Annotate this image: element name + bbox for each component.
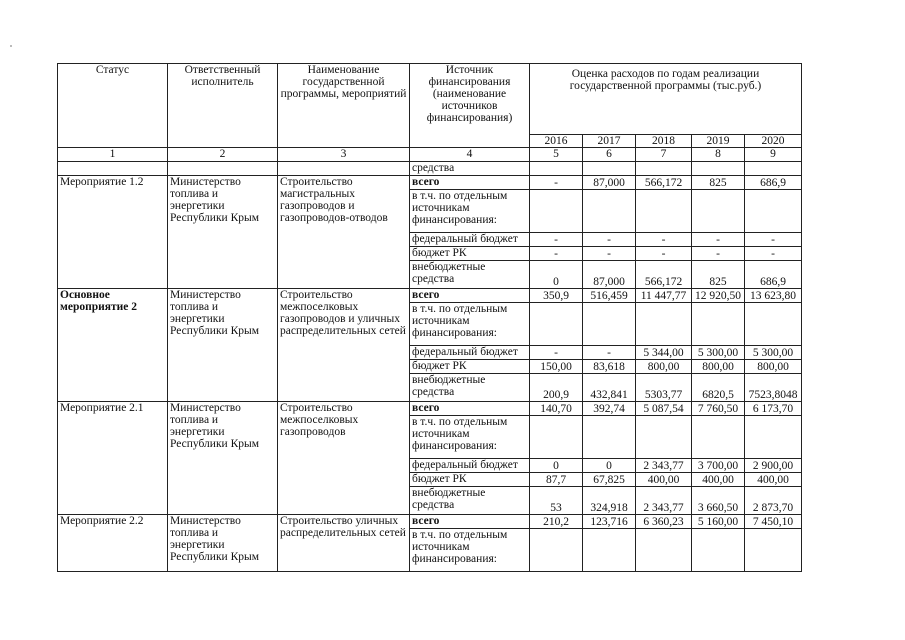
value-cell: 2 343,77 <box>636 459 692 473</box>
value-cell: 686,9 <box>745 176 802 190</box>
source-incl: в т.ч. по отдельным источникам финансирования: <box>410 303 530 346</box>
table-row <box>58 402 802 416</box>
header-status: Статус <box>58 64 168 148</box>
value-cell: 686,9 <box>745 261 802 289</box>
value-cell: - <box>583 247 636 261</box>
empty-cell <box>692 529 745 572</box>
carryover-row <box>58 162 802 176</box>
empty-cell <box>636 190 692 233</box>
value-cell: 140,70 <box>530 402 583 416</box>
executor-cell: Министерство топлива и энергетики Республики Крым <box>168 515 278 572</box>
value-cell: 0 <box>530 459 583 473</box>
source-federal: федеральный бюджет <box>410 459 530 473</box>
value-cell: 7 450,10 <box>745 515 802 529</box>
source-carryover: средства <box>410 162 530 176</box>
header-estimate: Оценка расходов по годам реализации государственной программы (тыс.руб.) <box>530 64 802 135</box>
source-rk: бюджет РК <box>410 247 530 261</box>
column-number: 3 <box>278 148 410 162</box>
status-cell: Мероприятие 1.2 <box>58 176 168 289</box>
year-header: 2017 <box>583 135 636 148</box>
value-cell: 350,9 <box>530 289 583 303</box>
value-cell: 5 300,00 <box>692 346 745 360</box>
column-number: 5 <box>530 148 583 162</box>
value-cell: - <box>583 233 636 247</box>
value-cell: - <box>530 247 583 261</box>
value-cell: 2 343,77 <box>636 487 692 515</box>
column-number: 4 <box>410 148 530 162</box>
value-cell: - <box>530 346 583 360</box>
value-cell: 87,7 <box>530 473 583 487</box>
expenditure-table <box>57 63 802 572</box>
source-extra: внебюджетные средства <box>410 374 530 402</box>
value-cell: - <box>636 247 692 261</box>
source-extra: внебюджетные средства <box>410 487 530 515</box>
value-cell: 5303,77 <box>636 374 692 402</box>
value-cell: 150,00 <box>530 360 583 374</box>
empty-cell <box>692 303 745 346</box>
value-cell: 83,618 <box>583 360 636 374</box>
value-cell: 566,172 <box>636 261 692 289</box>
value-cell: 123,716 <box>583 515 636 529</box>
column-number: 2 <box>168 148 278 162</box>
value-cell: 324,918 <box>583 487 636 515</box>
value-cell: 7523,8048 <box>745 374 802 402</box>
empty-cell <box>530 303 583 346</box>
empty-cell <box>583 303 636 346</box>
value-cell: 825 <box>692 261 745 289</box>
header-source: Источник финансирования (наименование источников финансирования) <box>410 64 530 148</box>
value-cell: 400,00 <box>692 473 745 487</box>
executor-cell: Министерство топлива и энергетики Республики Крым <box>168 402 278 515</box>
program-cell: Строительство уличных распределительных сетей <box>278 515 410 572</box>
value-cell: 11 447,77 <box>636 289 692 303</box>
value-cell: 6820,5 <box>692 374 745 402</box>
value-cell: - <box>745 247 802 261</box>
source-federal: федеральный бюджет <box>410 233 530 247</box>
value-cell: 400,00 <box>745 473 802 487</box>
table-row <box>58 289 802 303</box>
empty-cell <box>583 190 636 233</box>
value-cell: - <box>692 233 745 247</box>
empty-cell <box>530 190 583 233</box>
year-header: 2018 <box>636 135 692 148</box>
value-cell: 566,172 <box>636 176 692 190</box>
value-cell: 800,00 <box>692 360 745 374</box>
source-total: всего <box>410 515 530 529</box>
value-cell: 6 360,23 <box>636 515 692 529</box>
scan-speck <box>10 45 12 47</box>
executor-cell: Министерство топлива и энергетики Республики Крым <box>168 176 278 289</box>
source-incl: в т.ч. по отдельным источникам финансирования: <box>410 416 530 459</box>
year-header: 2019 <box>692 135 745 148</box>
empty-cell <box>530 416 583 459</box>
column-number: 1 <box>58 148 168 162</box>
source-total: всего <box>410 289 530 303</box>
empty-cell <box>745 190 802 233</box>
source-total: всего <box>410 176 530 190</box>
status-cell: Основное мероприятие 2 <box>58 289 168 402</box>
empty-cell <box>692 190 745 233</box>
empty-cell <box>692 416 745 459</box>
value-cell: 12 920,50 <box>692 289 745 303</box>
source-total: всего <box>410 402 530 416</box>
header-executor: Ответственный исполнитель <box>168 64 278 148</box>
column-number-row <box>58 148 802 162</box>
empty-cell <box>636 416 692 459</box>
value-cell: 7 760,50 <box>692 402 745 416</box>
program-cell: Строительство межпоселковых газопроводов и уличных распределительных сетей <box>278 289 410 402</box>
empty-cell <box>745 416 802 459</box>
value-cell: - <box>745 233 802 247</box>
value-cell: 800,00 <box>636 360 692 374</box>
empty-cell <box>636 529 692 572</box>
value-cell: 800,00 <box>745 360 802 374</box>
year-header: 2016 <box>530 135 583 148</box>
status-cell: Мероприятие 2.1 <box>58 402 168 515</box>
value-cell: 5 300,00 <box>745 346 802 360</box>
value-cell: 87,000 <box>583 176 636 190</box>
empty-cell <box>583 416 636 459</box>
value-cell: - <box>530 233 583 247</box>
empty-cell <box>745 303 802 346</box>
value-cell: 400,00 <box>636 473 692 487</box>
program-cell: Строительство магистральных газопроводов и газопроводов-отводов <box>278 176 410 289</box>
source-federal: федеральный бюджет <box>410 346 530 360</box>
value-cell: - <box>530 176 583 190</box>
program-cell: Строительство межпоселковых газопроводов <box>278 402 410 515</box>
value-cell: 2 900,00 <box>745 459 802 473</box>
table-row <box>58 515 802 529</box>
column-number: 7 <box>636 148 692 162</box>
empty-cell <box>745 529 802 572</box>
executor-cell: Министерство топлива и энергетики Республики Крым <box>168 289 278 402</box>
value-cell: 516,459 <box>583 289 636 303</box>
column-number: 8 <box>692 148 745 162</box>
empty-cell <box>636 303 692 346</box>
value-cell: 825 <box>692 176 745 190</box>
status-cell: Мероприятие 2.2 <box>58 515 168 572</box>
source-rk: бюджет РК <box>410 360 530 374</box>
table-row <box>58 176 802 190</box>
value-cell: 5 160,00 <box>692 515 745 529</box>
value-cell: 0 <box>583 459 636 473</box>
value-cell: 13 623,80 <box>745 289 802 303</box>
value-cell: - <box>636 233 692 247</box>
header-program: Наименование государственной программы, мероприятий <box>278 64 410 148</box>
value-cell: 392,74 <box>583 402 636 416</box>
column-number: 6 <box>583 148 636 162</box>
column-number: 9 <box>745 148 802 162</box>
value-cell: 67,825 <box>583 473 636 487</box>
value-cell: - <box>583 346 636 360</box>
value-cell: 3 660,50 <box>692 487 745 515</box>
value-cell: 0 <box>530 261 583 289</box>
value-cell: 5 344,00 <box>636 346 692 360</box>
header-row <box>58 64 802 135</box>
value-cell: 3 700,00 <box>692 459 745 473</box>
source-incl: в т.ч. по отдельным источникам финансирования: <box>410 529 530 572</box>
value-cell: 200,9 <box>530 374 583 402</box>
value-cell: 5 087,54 <box>636 402 692 416</box>
value-cell: 432,841 <box>583 374 636 402</box>
value-cell: 210,2 <box>530 515 583 529</box>
empty-cell <box>583 529 636 572</box>
source-incl: в т.ч. по отдельным источникам финансирования: <box>410 190 530 233</box>
source-rk: бюджет РК <box>410 473 530 487</box>
value-cell: 53 <box>530 487 583 515</box>
empty-cell <box>530 529 583 572</box>
value-cell: 87,000 <box>583 261 636 289</box>
year-header: 2020 <box>745 135 802 148</box>
value-cell: 6 173,70 <box>745 402 802 416</box>
source-extra: внебюджетные средства <box>410 261 530 289</box>
value-cell: 2 873,70 <box>745 487 802 515</box>
value-cell: - <box>692 247 745 261</box>
